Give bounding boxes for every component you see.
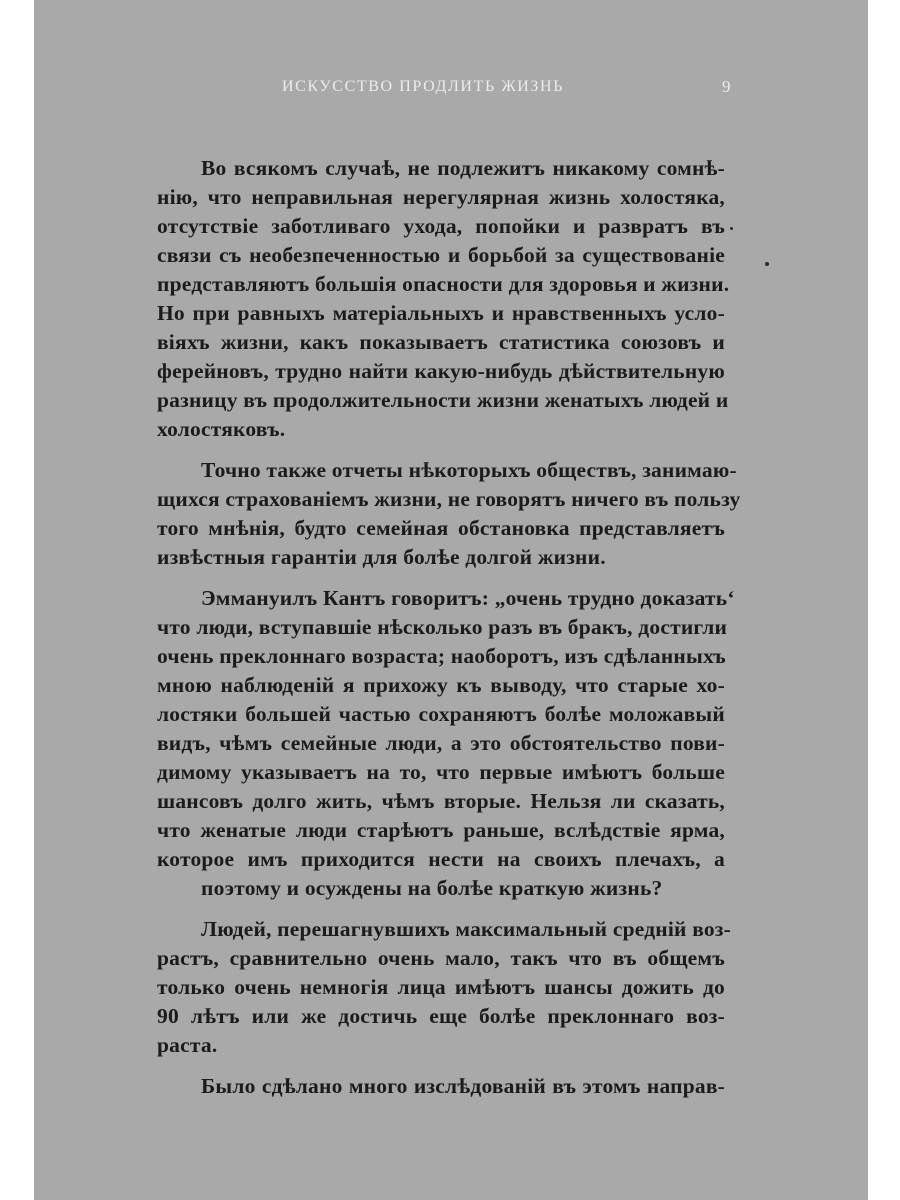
paragraph: [157, 1072, 725, 1101]
text-line: ферейновъ, трудно найти какую-нибудь дѣйствительную: [157, 359, 725, 383]
text-line: видъ, чѣмъ семейные люди, а это обстоятельство пови-: [157, 731, 725, 755]
text-line: отсутствіе заботливаго ухода, попойки и развратъ въ: [157, 214, 725, 238]
text-line: растъ, сравнительно очень мало, такъ что въ общемъ: [157, 946, 725, 970]
page-number: 9: [722, 77, 731, 96]
text-line: Но при равныхъ матеріальныхъ и нравственныхъ усло-: [157, 301, 725, 325]
text-line: раста.: [157, 1033, 218, 1057]
text-line: щихся страхованіемъ жизни, не говорятъ ничего въ пользу: [157, 487, 741, 511]
text-line: что люди, вступавшіе нѣсколько разъ въ бракъ, достигли: [157, 615, 728, 639]
paragraph: [157, 584, 735, 903]
text-line: віяхъ жизни, какъ показываетъ статистика союзовъ и: [157, 330, 725, 354]
paragraph: [157, 456, 741, 572]
text-line: нію, что неправильная нерегулярная жизнь холостяка,: [157, 185, 725, 209]
text-line: димому указываетъ на то, что первые имѣютъ больше: [157, 760, 725, 784]
page-header: [282, 78, 742, 100]
text-line: мною наблюденій я прихожу къ выводу, что старые хо-: [157, 673, 725, 697]
running-title: ИСКУССТВО ПРОДЛИТЬ ЖИЗНЬ: [282, 78, 564, 95]
text-line: связи съ необезпеченностью и борьбой за существованіе: [157, 243, 725, 267]
ink-speck: [765, 262, 769, 266]
text-line: Точно также отчеты нѣкоторыхъ обществъ, занимаю-: [201, 458, 737, 482]
text-line: холостяковъ.: [157, 417, 286, 441]
text-line: которое имъ приходится нести на своихъ плечахъ, а: [157, 847, 725, 871]
paragraph: [157, 154, 730, 444]
text-line: разницу въ продолжительности жизни женатыхъ людей и: [157, 388, 729, 412]
ink-speck: [730, 227, 733, 230]
text-line: только очень немногія лица имѣютъ шансы дожить до: [157, 975, 725, 999]
text-line: лостяки большей частью сохраняютъ болѣе моложавый: [157, 702, 725, 726]
text-line: поэтому и осуждены на болѣе краткую жизнь?: [201, 876, 663, 900]
text-line: Людей, перешагнувшихъ максимальный среднiй воз-: [201, 917, 732, 941]
body-text: [157, 154, 741, 1113]
text-line: что женатые люди старѣютъ раньше, вслѣдствіе ярма,: [157, 818, 725, 842]
text-line: представляютъ большія опасности для здоровья и жизни.: [157, 272, 730, 296]
text-line: Во всякомъ случаѣ, не подлежитъ никакому сомнѣ-: [201, 156, 725, 180]
text-line: того мнѣнія, будто семейная обстановка представляетъ: [157, 516, 725, 540]
text-line: Эммануилъ Кантъ говоритъ: „очень трудно доказать‘: [201, 586, 735, 610]
text-line: шансовъ долго жить, чѣмъ вторые. Нельзя ли сказать,: [157, 789, 725, 813]
text-line: очень преклоннаго возраста; наоборотъ, изъ сдѣланныхъ: [157, 644, 726, 668]
text-line: Было сдѣлано много изслѣдованій въ этомъ направ-: [201, 1074, 725, 1098]
text-line: 90 лѣтъ или же достичь еще болѣе преклоннаго воз-: [157, 1004, 725, 1028]
text-line: извѣстныя гарантіи для болѣе долгой жизни.: [157, 545, 606, 569]
paragraph: [157, 915, 732, 1060]
